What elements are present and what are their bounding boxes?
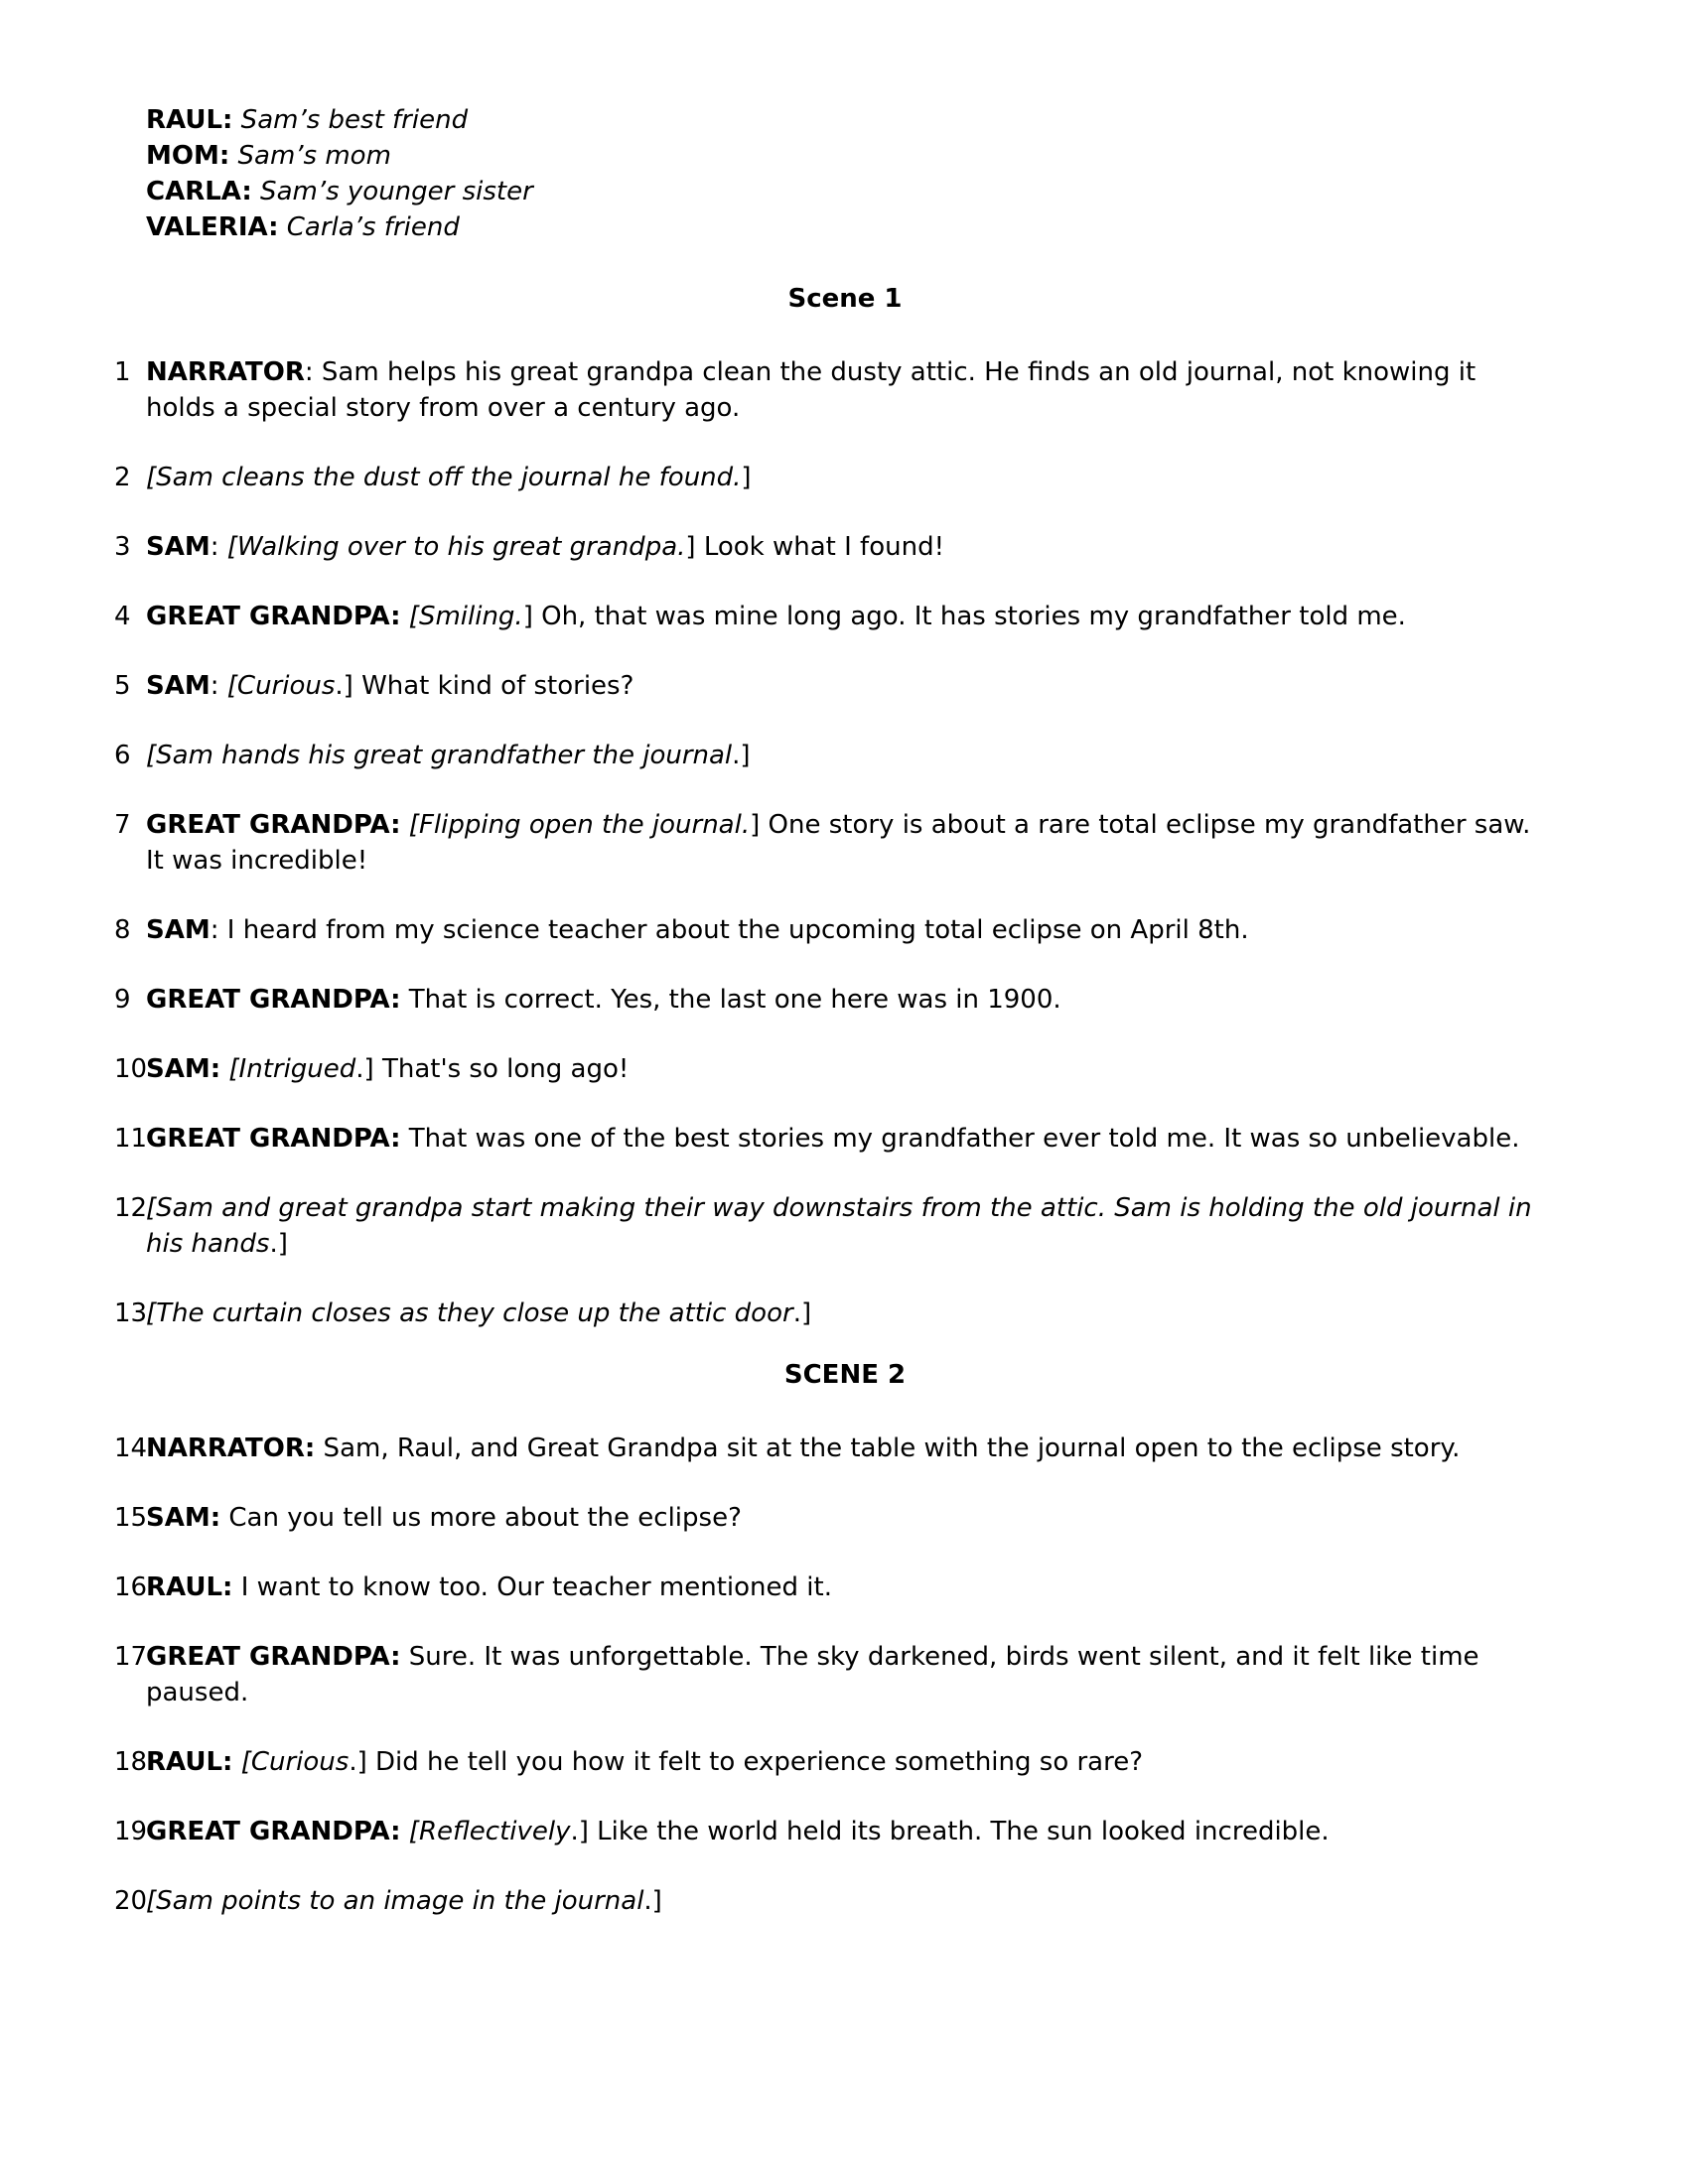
speaker-name: GREAT GRANDPA — [146, 1124, 391, 1154]
stage-direction: [Walking over to his great grandpa. — [218, 532, 686, 562]
stage-direction: [Intrigued — [220, 1054, 356, 1084]
dialogue-text: Sam helps his great grandpa clean the dusty attic. He finds an old journal, not knowing it holds a special story from over a century ago. — [146, 357, 1477, 423]
dialogue-text: ] One story is about a rare total eclipse my grandfather saw. It was incredible! — [146, 810, 1531, 876]
line-body — [146, 1431, 1544, 1466]
speaker-colon: : — [304, 1433, 316, 1463]
character-description: Sam’s best friend — [232, 105, 469, 135]
stage-direction: [Smiling. — [400, 602, 523, 631]
script-line — [114, 354, 1544, 426]
stage-direction: [Curious — [232, 1747, 350, 1777]
dialogue-text: Can you tell us more about the eclipse? — [220, 1503, 742, 1533]
scene-2-heading: SCENE 2 — [783, 1360, 907, 1390]
line-body — [146, 668, 1544, 704]
script-line — [114, 1570, 1544, 1605]
line-number: 4 — [114, 602, 131, 631]
speaker-colon: : — [390, 1817, 401, 1846]
speaker-colon: : — [222, 1747, 233, 1777]
line-body — [146, 738, 1544, 773]
line-number: 20 — [114, 1886, 148, 1916]
dialogue-text: .] That's so long ago! — [355, 1054, 630, 1084]
dialogue-text: .] Like the world held its breath. The sun looked incredible. — [570, 1817, 1330, 1846]
script-line — [114, 982, 1544, 1018]
character-name: CARLA: — [146, 177, 252, 206]
dialogue-text: ] — [741, 463, 752, 492]
dialogue-text: I want to know too. Our teacher mentioned it. — [232, 1572, 832, 1602]
dialogue-text: Sam, Raul, and Great Grandpa sit at the table with the journal open to the eclipse story. — [315, 1433, 1461, 1463]
line-body — [146, 982, 1544, 1018]
line-body — [146, 460, 1544, 495]
line-body — [146, 1814, 1544, 1849]
stage-direction: [Flipping open the journal. — [400, 810, 751, 840]
script-line — [114, 912, 1544, 948]
dialogue-text: I heard from my science teacher about the upcoming total eclipse on April 8th. — [218, 915, 1249, 945]
script-lines-scene-1 — [114, 354, 1544, 1331]
stage-direction: [Sam points to an image in the journal — [146, 1886, 644, 1916]
line-body — [146, 1121, 1544, 1157]
line-number: 15 — [114, 1503, 148, 1533]
line-number: 10 — [114, 1054, 148, 1084]
script-lines-scene-2 — [114, 1431, 1544, 1919]
line-number: 18 — [114, 1747, 148, 1777]
stage-direction: [Sam and great grandpa start making their way downstairs from the attic. Sam is holding the old journal in his hands — [146, 1193, 1532, 1259]
line-number: 19 — [114, 1817, 148, 1846]
dialogue-text: .] — [792, 1298, 812, 1328]
line-body — [146, 1639, 1544, 1710]
line-number: 9 — [114, 985, 131, 1015]
script-line — [114, 738, 1544, 773]
speaker-colon: : — [390, 602, 401, 631]
character-list — [146, 102, 1544, 245]
line-number: 7 — [114, 810, 131, 840]
line-body — [146, 912, 1544, 948]
speaker-name: RAUL — [146, 1747, 223, 1777]
character-list-item — [146, 102, 1544, 138]
character-name: RAUL: — [146, 105, 233, 135]
line-body — [146, 1883, 1544, 1919]
speaker-colon: : — [210, 671, 219, 701]
script-line — [114, 1190, 1544, 1262]
speaker-colon: : — [210, 1054, 221, 1084]
line-number: 3 — [114, 532, 131, 562]
speaker-colon: : — [210, 915, 219, 945]
script-line — [114, 599, 1544, 634]
stage-direction: [The curtain closes as they close up the attic door — [146, 1298, 793, 1328]
line-body — [146, 529, 1544, 565]
script-line — [114, 1121, 1544, 1157]
line-body — [146, 1190, 1544, 1262]
dialogue-text: .] — [269, 1229, 288, 1259]
speaker-colon: : — [222, 1572, 233, 1602]
scene-1-heading: Scene 1 — [787, 284, 903, 314]
script-line — [114, 1500, 1544, 1536]
speaker-name: NARRATOR — [146, 357, 305, 387]
script-line — [114, 529, 1544, 565]
line-body — [146, 807, 1544, 879]
character-name: MOM: — [146, 141, 230, 171]
script-line — [114, 1883, 1544, 1919]
script-line — [114, 1814, 1544, 1849]
line-body — [146, 1570, 1544, 1605]
speaker-colon: : — [390, 1124, 401, 1154]
stage-direction: [Reflectively — [400, 1817, 571, 1846]
line-body — [146, 354, 1544, 426]
dialogue-text: ] Oh, that was mine long ago. It has stories my grandfather told me. — [522, 602, 1406, 631]
speaker-name: SAM — [146, 1503, 211, 1533]
character-list-item — [146, 209, 1544, 245]
character-list-item — [146, 174, 1544, 209]
speaker-name: GREAT GRANDPA — [146, 1817, 391, 1846]
line-number: 2 — [114, 463, 131, 492]
script-line — [114, 807, 1544, 879]
line-number: 16 — [114, 1572, 148, 1602]
line-number: 13 — [114, 1298, 148, 1328]
dialogue-text: Sure. It was unforgettable. The sky darkened, birds went silent, and it felt like time paused. — [146, 1642, 1479, 1707]
speaker-name: SAM — [146, 532, 211, 562]
speaker-name: SAM — [146, 1054, 211, 1084]
speaker-name: SAM — [146, 671, 211, 701]
speaker-colon: : — [390, 1642, 401, 1672]
dialogue-text: .] — [732, 741, 751, 770]
line-number: 1 — [114, 357, 131, 387]
speaker-name: RAUL — [146, 1572, 223, 1602]
script-line — [114, 1431, 1544, 1466]
speaker-name: SAM — [146, 915, 211, 945]
stage-direction: [Curious — [218, 671, 336, 701]
dialogue-text: .] Did he tell you how it felt to experience something so rare? — [349, 1747, 1144, 1777]
script-line — [114, 1639, 1544, 1710]
speaker-name: GREAT GRANDPA — [146, 985, 391, 1015]
speaker-colon: : — [304, 357, 314, 387]
character-description: Sam’s younger sister — [251, 177, 533, 206]
line-number: 11 — [114, 1124, 148, 1154]
line-body — [146, 1051, 1544, 1087]
line-number: 17 — [114, 1642, 148, 1672]
speaker-colon: : — [390, 985, 401, 1015]
stage-direction: [Sam cleans the dust off the journal he found. — [146, 463, 742, 492]
line-body — [146, 1296, 1544, 1331]
script-line — [114, 460, 1544, 495]
speaker-name: GREAT GRANDPA — [146, 602, 391, 631]
speaker-name: NARRATOR — [146, 1433, 305, 1463]
line-body — [146, 1500, 1544, 1536]
stage-direction: [Sam hands his great grandfather the journal — [146, 741, 733, 770]
dialogue-text: .] What kind of stories? — [335, 671, 634, 701]
line-number: 8 — [114, 915, 131, 945]
script-line — [114, 1744, 1544, 1780]
speaker-name: GREAT GRANDPA — [146, 1642, 391, 1672]
script-line — [114, 1296, 1544, 1331]
speaker-colon: : — [210, 532, 219, 562]
line-number: 5 — [114, 671, 131, 701]
dialogue-text: ] Look what I found! — [685, 532, 944, 562]
speaker-colon: : — [390, 810, 401, 840]
character-name: VALERIA: — [146, 212, 279, 242]
speaker-name: GREAT GRANDPA — [146, 810, 391, 840]
line-number: 6 — [114, 741, 131, 770]
character-description: Carla’s friend — [278, 212, 460, 242]
line-number: 14 — [114, 1433, 148, 1463]
script-line — [114, 668, 1544, 704]
line-number: 12 — [114, 1193, 148, 1223]
dialogue-text: That is correct. Yes, the last one here was in 1900. — [400, 985, 1061, 1015]
character-description: Sam’s mom — [229, 141, 391, 171]
line-body — [146, 599, 1544, 634]
dialogue-text: That was one of the best stories my grandfather ever told me. It was so unbelievable. — [400, 1124, 1520, 1154]
character-list-item — [146, 138, 1544, 174]
speaker-colon: : — [210, 1503, 221, 1533]
script-line — [114, 1051, 1544, 1087]
line-body — [146, 1744, 1544, 1780]
dialogue-text: .] — [643, 1886, 662, 1916]
